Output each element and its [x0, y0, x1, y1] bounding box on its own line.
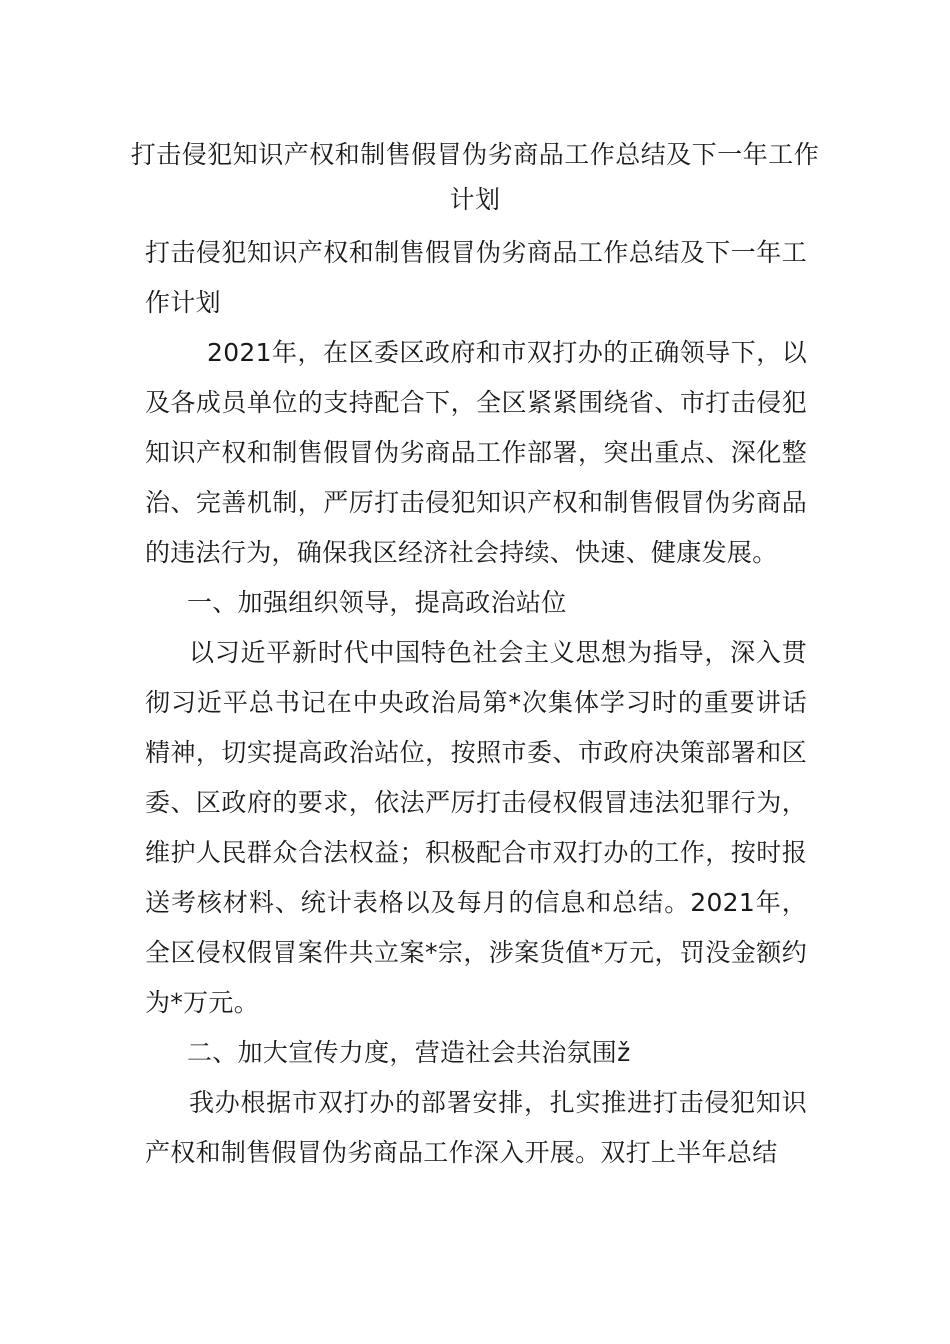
- intro-paragraph: 2021年，在区委区政府和市双打办的正确领导下，以及各成员单位的支持配合下，全区紧紧围绕省、市打击侵犯知识产权和制售假冒伪劣商品工作部署，突出重点、深化整治、完善机制，严厉打击侵犯知识产权和制售假冒伪劣商品的违法行为，确保我区经济社会持续、快速、健康发展。: [145, 338, 807, 567]
- document-subtitle: 打击侵犯知识产权和制售假冒伪劣商品工作总结及下一年工作计划: [145, 238, 807, 317]
- document-body: [145, 228, 807, 1178]
- section-1-paragraph: 以习近平新时代中国特色社会主义思想为指导，深入贯彻习近平总书记在中央政治局第*次集体学习时的重要讲话精神，切实提高政治站位，按照市委、市政府决策部署和区委、区政府的要求，依法严厉打击侵权假冒违法犯罪行为，维护人民群众合法权益；积极配合市双打办的工作，按时报送考核材料、统计表格以及每月的信息和总结。2021年，全区侵权假冒案件共立案*宗，涉案货值*万元，罚没金额约为*万元。: [145, 638, 807, 1017]
- section-1-heading: 一、加强组织领导，提高政治站位: [187, 588, 567, 617]
- section-2-heading: 二、加大宣传力度，营造社会共治氛围ž: [187, 1038, 631, 1067]
- section-2-paragraph: 我办根据市双打办的部署安排，扎实推进打击侵犯知识产权和制售假冒伪劣商品工作深入开展。双打上半年总结: [145, 1088, 807, 1167]
- document-title: 打击侵犯知识产权和制售假冒伪劣商品工作总结及下一年工作计划: [130, 140, 820, 214]
